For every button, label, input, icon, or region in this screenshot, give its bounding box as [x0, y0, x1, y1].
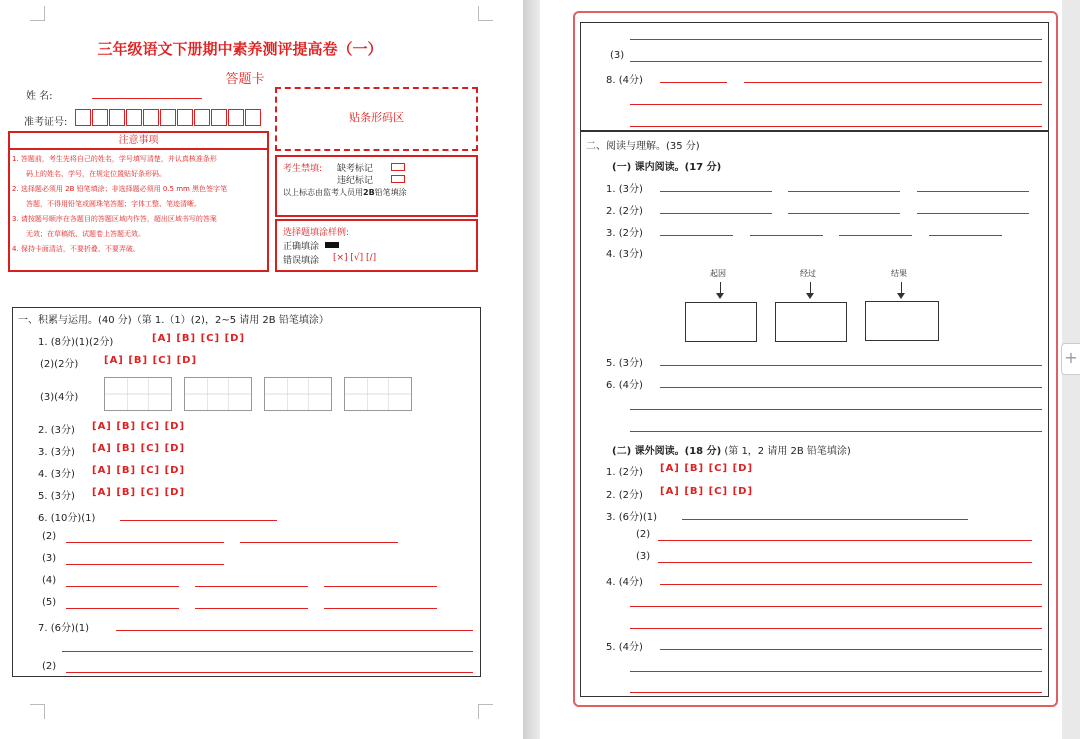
ban-note — [283, 187, 407, 198]
ban-note-suffix: 铅笔填涂 — [374, 188, 407, 197]
flow-box-result[interactable] — [865, 301, 939, 341]
notice-line: 4. 保持卡面清洁，不要折叠、不要弄破。 — [12, 245, 140, 253]
answer-line[interactable] — [630, 126, 1042, 127]
p2-q4-label: 4. (4分) — [606, 577, 643, 588]
answer-line[interactable] — [660, 235, 733, 236]
answer-line[interactable] — [116, 630, 473, 631]
answer-line[interactable] — [660, 213, 772, 214]
answer-line[interactable] — [788, 213, 900, 214]
answer-line[interactable] — [682, 519, 968, 520]
answer-sheet-page-1 — [0, 0, 523, 739]
answer-line[interactable] — [658, 540, 1032, 541]
barcode-label: 贴条形码区 — [349, 111, 404, 124]
answer-line[interactable] — [750, 235, 823, 236]
q7-1-label: 7. (6分)(1) — [38, 623, 90, 634]
answer-line[interactable] — [630, 692, 1042, 693]
q1-1-options[interactable]: [A] [B] [C] [D] — [152, 333, 246, 344]
fill-example-title: 选择题填涂样例: — [283, 228, 350, 238]
answer-line[interactable] — [660, 82, 727, 83]
p2-q3-3-label: (3) — [636, 551, 651, 562]
p1-q1-label: 1. (3分) — [606, 184, 643, 195]
answer-line[interactable] — [630, 431, 1042, 432]
arrow-down-icon — [720, 282, 721, 296]
p2-q1-label: 1. (2分) — [606, 467, 643, 478]
answer-line[interactable] — [658, 562, 1032, 563]
q3-options[interactable]: [A] [B] [C] [D] — [92, 443, 186, 454]
section2-title: 二、阅读与理解。(35 分) — [586, 141, 700, 152]
answer-line[interactable] — [839, 235, 912, 236]
writing-grid[interactable] — [104, 377, 172, 411]
writing-grid[interactable] — [184, 377, 252, 411]
absent-mark-box[interactable] — [391, 163, 405, 171]
q2-options[interactable]: [A] [B] [C] [D] — [92, 421, 186, 432]
answer-line[interactable] — [660, 191, 772, 192]
answer-line[interactable] — [929, 235, 1002, 236]
q3-label: 3. (3分) — [38, 447, 75, 458]
q2-label: 2. (3分) — [38, 425, 75, 436]
q8-label: 8. (4分) — [606, 75, 643, 86]
answer-line[interactable] — [630, 671, 1042, 672]
flow-label-process: 经过 — [800, 269, 816, 278]
q5-label: 5. (3分) — [38, 491, 75, 502]
q7-2-label: (2) — [42, 661, 57, 672]
section2-box — [580, 131, 1049, 697]
page-subtitle: 答题卡 — [225, 72, 265, 87]
p2-q1-options[interactable]: [A] [B] [C] [D] — [660, 463, 754, 474]
notice-box — [8, 131, 269, 272]
p2-q5-label: 5. (4分) — [606, 642, 643, 653]
part2-note: (第 1，2 请用 2B 铅笔填涂) — [724, 446, 851, 457]
answer-line[interactable] — [917, 191, 1029, 192]
part1-title: (一) 课内阅读。(17 分) — [612, 162, 722, 173]
answer-sheet-page-2 — [540, 0, 1062, 739]
flow-label-result: 结果 — [891, 269, 907, 278]
part2-heading — [612, 442, 851, 457]
barcode-area — [275, 87, 478, 151]
q6-1-label: 6. (10分)(1) — [38, 513, 96, 524]
answer-line[interactable] — [630, 39, 1042, 40]
answer-line[interactable] — [630, 628, 1042, 629]
q6-5-label: (5) — [42, 597, 57, 608]
q5-options[interactable]: [A] [B] [C] [D] — [92, 487, 186, 498]
p2-q2-options[interactable]: [A] [B] [C] [D] — [660, 486, 754, 497]
name-field[interactable] — [92, 98, 202, 99]
notice-line: 答题，不得用铅笔或圆珠笔答题；字体工整、笔迹清晰。 — [26, 200, 201, 208]
answer-line[interactable] — [66, 542, 224, 543]
name-label: 姓 名: — [26, 91, 53, 102]
q1-3-label: (3)(4分) — [40, 392, 79, 403]
flow-box-cause[interactable] — [685, 302, 757, 342]
plus-icon[interactable]: + — [1061, 343, 1080, 375]
exam-id-label: 准考证号: — [24, 117, 68, 128]
correct-fill-label: 正确填涂 — [283, 242, 320, 252]
answer-line[interactable] — [630, 61, 1042, 62]
p1-q5-label: 5. (3分) — [606, 358, 643, 369]
q6-3-label: (3) — [42, 553, 57, 564]
ban-note-prefix: 以上标志由监考人员用 — [283, 188, 363, 197]
notice-line: 码上的姓名、学号，在规定位置贴好条形码。 — [26, 170, 166, 178]
flow-label-cause: 起因 — [710, 269, 726, 278]
answer-line[interactable] — [660, 649, 1042, 650]
p2-q2-label: 2. (2分) — [606, 490, 643, 501]
exam-id-boxes[interactable] — [75, 109, 262, 126]
wrong-fill-label: 错误填涂 — [283, 256, 320, 266]
answer-line[interactable] — [660, 387, 1042, 388]
violation-label: 违纪标记 — [337, 176, 374, 186]
page-title: 三年级语文下册期中素养测评提高卷（一） — [97, 40, 383, 58]
p2-q3-label: 3. (6分)(1) — [606, 512, 658, 523]
p1-q3-label: 3. (2分) — [606, 228, 643, 239]
crop-mark — [478, 704, 493, 719]
q1-2-label: (2)(2分) — [40, 359, 79, 370]
absent-label: 缺考标记 — [337, 164, 374, 174]
q4-label: 4. (3分) — [38, 469, 75, 480]
part2-title: (二) 课外阅读。(18 分) — [612, 446, 722, 457]
section1-title: 一、积累与运用。(40 分)（第 1.（1）(2)，2~5 请用 2B 铅笔填涂） — [18, 315, 329, 326]
answer-line[interactable] — [66, 608, 179, 609]
crop-mark — [30, 6, 45, 21]
q6-4-label: (4) — [42, 575, 57, 586]
notice-list — [10, 150, 267, 257]
writing-grid[interactable] — [264, 377, 332, 411]
notice-line: 1. 答题前，考生先将自己的姓名，学号填写清楚，并认真核准条形 — [12, 155, 217, 163]
p1-q4-label: 4. (3分) — [606, 249, 643, 260]
fill-example-box — [275, 219, 478, 272]
wrong-fill-samples: [×] [√] [/] — [333, 253, 377, 263]
q7-3-label: (3) — [610, 50, 625, 61]
ban-note-bold: 2B — [363, 188, 375, 197]
q1-1-label: 1. (8分)(1)(2分) — [38, 337, 114, 348]
answer-line[interactable] — [66, 564, 224, 565]
answer-line[interactable] — [62, 651, 473, 652]
answer-line[interactable] — [660, 584, 1042, 585]
q1-2-options[interactable]: [A] [B] [C] [D] — [104, 355, 198, 366]
notice-line: 无效；在草稿纸、试题卷上答题无效。 — [26, 230, 145, 238]
q4-options[interactable]: [A] [B] [C] [D] — [92, 465, 186, 476]
answer-line[interactable] — [195, 608, 308, 609]
p1-q6-label: 6. (4分) — [606, 380, 643, 391]
notice-title: 注意事项 — [10, 133, 267, 150]
answer-line[interactable] — [195, 586, 308, 587]
flow-box-process[interactable] — [775, 302, 847, 342]
exam-ban-box — [275, 155, 478, 217]
q6-1-answer-line[interactable] — [120, 520, 277, 521]
answer-line[interactable] — [240, 542, 398, 543]
crop-mark — [30, 704, 45, 719]
arrow-down-icon — [810, 282, 811, 296]
crop-mark — [478, 6, 493, 21]
answer-line[interactable] — [324, 608, 437, 609]
answer-line[interactable] — [788, 191, 900, 192]
p1-q2-label: 2. (2分) — [606, 206, 643, 217]
page-gap — [523, 0, 540, 739]
notice-line: 3. 请按题号顺序在各题目的答题区域内作答，超出区域书写的答案 — [12, 215, 217, 223]
notice-line: 2. 选择题必须用 2B 铅笔填涂；非选择题必须用 0.5 mm 黑色签字笔 — [12, 185, 228, 193]
answer-line[interactable] — [630, 409, 1042, 410]
correct-fill-sample — [325, 242, 339, 248]
p2-q3-2-label: (2) — [636, 529, 651, 540]
violation-mark-box[interactable] — [391, 175, 405, 183]
answer-line[interactable] — [744, 82, 1042, 83]
writing-grid[interactable] — [344, 377, 412, 411]
answer-line[interactable] — [66, 672, 473, 673]
exam-ban-label: 考生禁填: — [283, 164, 323, 174]
arrow-down-icon — [901, 282, 902, 296]
answer-line[interactable] — [630, 606, 1042, 607]
answer-line[interactable] — [917, 213, 1029, 214]
answer-line[interactable] — [630, 104, 1042, 105]
q6-2-label: (2) — [42, 531, 57, 542]
answer-line[interactable] — [66, 586, 179, 587]
answer-line[interactable] — [324, 586, 437, 587]
answer-line[interactable] — [660, 365, 1042, 366]
